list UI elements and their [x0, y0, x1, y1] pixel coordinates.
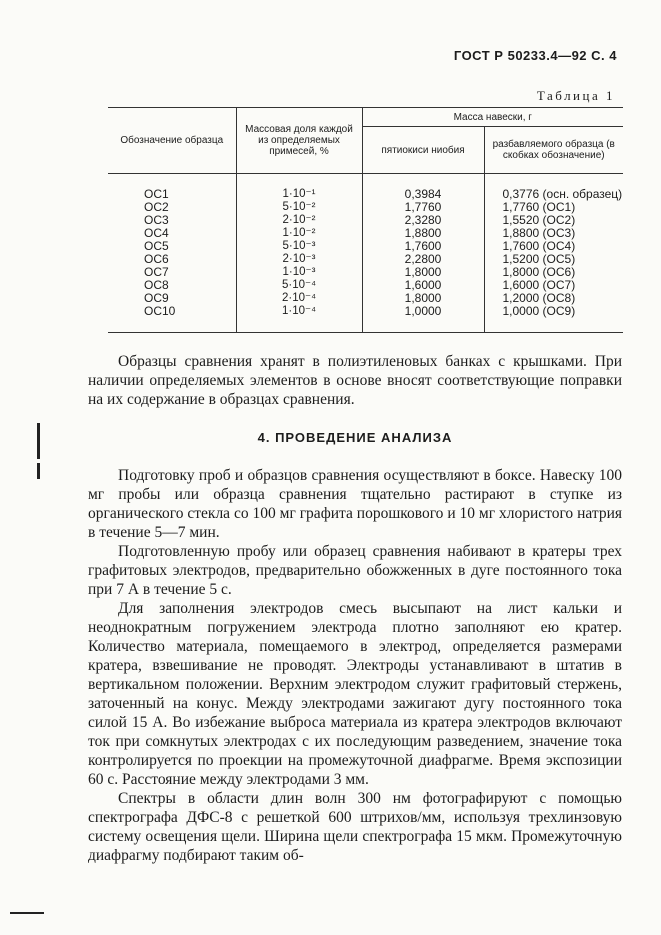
- paragraph-arc-procedure: Для заполнения электродов смесь высыпают на лист кальки и неоднократным погружением электрода плотно заполняют ею кратер. Количество материала, помещаемого в электрод, определяется размерами кратера, взвешивание не проводят. Электроды устанавливают в штатив в вертикальном положении. Верхним электродом служит графитовый стержень, заточенный на конус. Между электродами зажигают дугу постоянного тока силой 15 А. Во избежание выброса материала из кратера электродов включают ток при сомкнутых электродах с их последующим разведением, значение тока контролируется по проекции на промежуточной диафрагме. Время экспозиции 60 с. Расстояние между электродами 3 мм.: [88, 600, 622, 788]
- col-header-mass-fraction: Массовая доля каждой из определяемых примесей, %: [236, 108, 362, 174]
- cell-mass-fraction: 2·10⁻⁴: [236, 292, 362, 305]
- table-row: [108, 305, 623, 333]
- paragraph-spectra: Спектры в области длин волн 300 нм фотографируют с помощью спектрографа ДФС-8 с решеткой 600 штрихов/мм, используя трехлинзовую систему освещения щели. Ширина щели спектрографа 15 мкм. Промежуточную диафрагму подбирают таким об-: [88, 790, 622, 864]
- cell-designation: ОС8: [108, 279, 236, 292]
- cell-diluted-mass: 1,7760 (ОС1): [502, 200, 576, 214]
- cell-mass-fraction: 1·10⁻¹: [236, 174, 362, 202]
- section-title: 4. ПРОВЕДЕНИЕ АНАЛИЗА: [257, 430, 453, 445]
- paragraph-storage: Образцы сравнения хранят в полиэтиленовых банках с крышками. При наличии определяемых элементов в основе вносят соответствующие поправки на их содержание в образцах сравнения.: [88, 353, 622, 408]
- cell-mass-fraction: 5·10⁻³: [236, 240, 362, 253]
- bottom-rule: [10, 912, 44, 914]
- paragraph-electrode-filling: Подготовленную пробу или образец сравнения набивают в кратеры трех графитовых электродов, предварительно обожженных в дуге постоянного тока при 7 А в течение 5 с.: [88, 543, 622, 598]
- samples-table: [108, 107, 623, 333]
- cell-mass-fraction: 1·10⁻²: [236, 227, 362, 240]
- cell-niobium-mass: 2,2800: [362, 253, 484, 266]
- cell-niobium-mass: 1,8800: [362, 227, 484, 240]
- cell-diluted-mass: 1,5200 (ОС5): [502, 252, 576, 266]
- cell-niobium-mass: 1,0000: [362, 305, 484, 333]
- margin-mark: [37, 423, 40, 459]
- cell-mass-fraction: 5·10⁻⁴: [236, 279, 362, 292]
- cell-niobium-mass: 1,6000: [362, 279, 484, 292]
- document-body: [88, 352, 622, 865]
- table-row: [108, 174, 623, 202]
- cell-diluted-mass: 1,7600 (ОС4): [502, 239, 576, 253]
- col-group-header-sample-mass: Масса навески, г: [362, 108, 623, 127]
- cell-niobium-mass: 0,3984: [362, 174, 484, 202]
- cell-designation: ОС3: [108, 214, 236, 227]
- cell-mass-fraction: 1·10⁻⁴: [236, 305, 362, 333]
- cell-diluted-mass: 1,8800 (ОС3): [502, 226, 576, 240]
- cell-designation: ОС1: [108, 174, 236, 202]
- col-header-designation: Обозначение образца: [108, 108, 236, 174]
- cell-niobium-mass: 1,7760: [362, 201, 484, 214]
- cell-designation: ОС5: [108, 240, 236, 253]
- cell-niobium-mass: 1,7600: [362, 240, 484, 253]
- cell-designation: ОС9: [108, 292, 236, 305]
- col-header-diluted-sample: разбавляемого образца (в скобках обозначение): [492, 139, 615, 161]
- cell-designation: ОС6: [108, 253, 236, 266]
- cell-mass-fraction: 1·10⁻³: [236, 266, 362, 279]
- table-caption: Таблица 1: [536, 88, 615, 103]
- cell-niobium-mass: 1,8000: [362, 266, 484, 279]
- cell-diluted-mass: 1,0000 (ОС9): [502, 304, 576, 318]
- cell-diluted-mass: 0,3776 (осн. образец): [502, 187, 623, 201]
- cell-designation: ОС10: [108, 305, 236, 333]
- cell-designation: ОС4: [108, 227, 236, 240]
- col-header-niobium-pentoxide: пятиокиси ниобия: [362, 127, 484, 174]
- cell-designation: ОС7: [108, 266, 236, 279]
- paragraph-sample-prep: Подготовку проб и образцов сравнения осуществляют в боксе. Навеску 100 мг пробы или образца сравнения тщательно растирают в ступке из органического стекла со 100 мг графита порошкового и 10 мг хлористого натрия в течение 5—7 мин.: [88, 467, 622, 541]
- cell-diluted-mass: 1,2000 (ОС8): [502, 291, 576, 305]
- cell-niobium-mass: 2,3280: [362, 214, 484, 227]
- cell-diluted-mass: 1,8000 (ОС6): [502, 265, 576, 279]
- cell-designation: ОС2: [108, 201, 236, 214]
- page-header: ГОСТ Р 50233.4—92 С. 4: [453, 48, 617, 63]
- cell-mass-fraction: 2·10⁻²: [236, 214, 362, 227]
- table-body: [108, 174, 623, 333]
- cell-mass-fraction: 5·10⁻²: [236, 201, 362, 214]
- cell-mass-fraction: 2·10⁻³: [236, 253, 362, 266]
- cell-diluted-mass: 1,6000 (ОС7): [502, 278, 576, 292]
- margin-mark: [37, 463, 40, 479]
- cell-diluted-mass: 1,5520 (ОС2): [502, 213, 576, 227]
- cell-niobium-mass: 1,8000: [362, 292, 484, 305]
